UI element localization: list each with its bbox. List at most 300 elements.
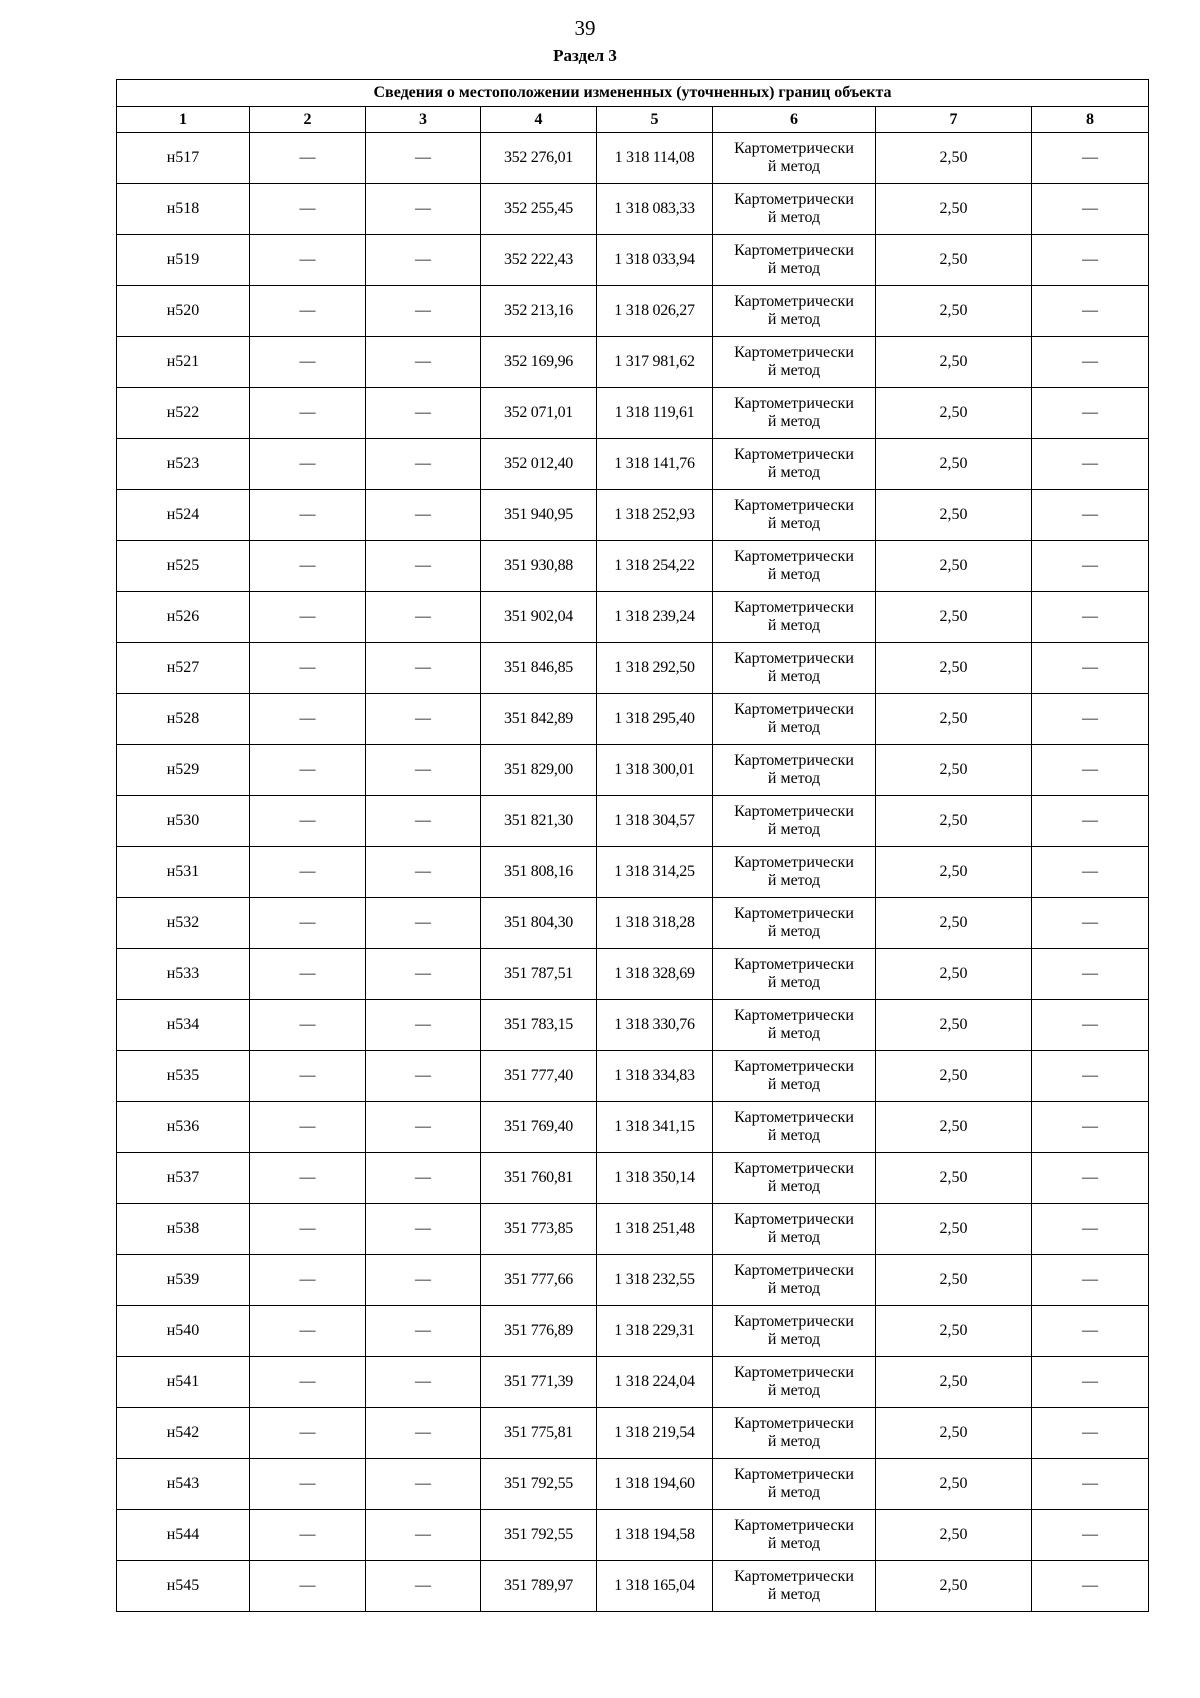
column-3-cell: — bbox=[366, 898, 481, 949]
column-8-cell: — bbox=[1032, 541, 1149, 592]
column-3-cell: — bbox=[366, 286, 481, 337]
column-2-cell: — bbox=[250, 1102, 366, 1153]
column-3-cell: — bbox=[366, 847, 481, 898]
method-line-2: й метод bbox=[767, 668, 821, 685]
column-3-cell: — bbox=[366, 337, 481, 388]
x-coordinate-cell: 351 792,55 bbox=[481, 1510, 597, 1561]
precision-cell: 2,50 bbox=[876, 1357, 1032, 1408]
method-line-1: Картометрически bbox=[734, 395, 854, 412]
y-coordinate-cell: 1 318 350,14 bbox=[597, 1153, 713, 1204]
x-coordinate-cell: 351 902,04 bbox=[481, 592, 597, 643]
column-3-cell: — bbox=[366, 643, 481, 694]
method-line-2: й метод bbox=[767, 158, 821, 175]
method-cell bbox=[713, 1204, 876, 1255]
table-row bbox=[117, 490, 1149, 541]
column-8-cell: — bbox=[1032, 133, 1149, 184]
column-2-cell: — bbox=[250, 439, 366, 490]
precision-cell: 2,50 bbox=[876, 286, 1032, 337]
column-2-cell: — bbox=[250, 541, 366, 592]
method-cell bbox=[713, 1153, 876, 1204]
column-3-cell: — bbox=[366, 1459, 481, 1510]
method-line-2: й метод bbox=[767, 1484, 821, 1501]
x-coordinate-cell: 351 808,16 bbox=[481, 847, 597, 898]
point-name-cell: н527 bbox=[117, 643, 250, 694]
column-3-cell: — bbox=[366, 949, 481, 1000]
method-cell bbox=[713, 184, 876, 235]
column-2-cell: — bbox=[250, 133, 366, 184]
point-name-cell: н535 bbox=[117, 1051, 250, 1102]
x-coordinate-cell: 351 773,85 bbox=[481, 1204, 597, 1255]
method-line-1: Картометрически bbox=[734, 446, 854, 463]
y-coordinate-cell: 1 318 141,76 bbox=[597, 439, 713, 490]
y-coordinate-cell: 1 318 033,94 bbox=[597, 235, 713, 286]
page-number: 39 bbox=[574, 16, 596, 40]
column-8-cell: — bbox=[1032, 694, 1149, 745]
precision-cell: 2,50 bbox=[876, 490, 1032, 541]
column-8-cell: — bbox=[1032, 286, 1149, 337]
table-row bbox=[117, 694, 1149, 745]
column-8-cell: — bbox=[1032, 643, 1149, 694]
table-row bbox=[117, 388, 1149, 439]
method-line-2: й метод bbox=[767, 821, 821, 838]
y-coordinate-cell: 1 318 026,27 bbox=[597, 286, 713, 337]
method-line-1: Картометрически bbox=[734, 1058, 854, 1075]
method-line-2: й метод bbox=[767, 1586, 821, 1603]
column-3-cell: — bbox=[366, 439, 481, 490]
column-3-cell: — bbox=[366, 1408, 481, 1459]
column-2-cell: — bbox=[250, 1255, 366, 1306]
column-3-cell: — bbox=[366, 388, 481, 439]
method-line-1: Картометрически bbox=[734, 1517, 854, 1534]
precision-cell: 2,50 bbox=[876, 847, 1032, 898]
method-cell bbox=[713, 1000, 876, 1051]
column-2-cell: — bbox=[250, 1000, 366, 1051]
method-line-2: й метод bbox=[767, 1178, 821, 1195]
y-coordinate-cell: 1 318 239,24 bbox=[597, 592, 713, 643]
x-coordinate-cell: 351 776,89 bbox=[481, 1306, 597, 1357]
x-coordinate-cell: 352 071,01 bbox=[481, 388, 597, 439]
column-3-cell: — bbox=[366, 1051, 481, 1102]
method-cell bbox=[713, 235, 876, 286]
method-cell bbox=[713, 337, 876, 388]
method-line-2: й метод bbox=[767, 362, 821, 379]
method-line-2: й метод bbox=[767, 770, 821, 787]
method-line-2: й метод bbox=[767, 1382, 821, 1399]
method-line-1: Картометрически bbox=[734, 854, 854, 871]
point-name-cell: н544 bbox=[117, 1510, 250, 1561]
column-8-cell: — bbox=[1032, 847, 1149, 898]
method-line-2: й метод bbox=[767, 260, 821, 277]
precision-cell: 2,50 bbox=[876, 1051, 1032, 1102]
x-coordinate-cell: 351 771,39 bbox=[481, 1357, 597, 1408]
point-name-cell: н543 bbox=[117, 1459, 250, 1510]
column-2-cell: — bbox=[250, 490, 366, 541]
table-row bbox=[117, 1510, 1149, 1561]
y-coordinate-cell: 1 318 330,76 bbox=[597, 1000, 713, 1051]
method-line-2: й метод bbox=[767, 1331, 821, 1348]
column-number-7: 7 bbox=[876, 107, 1032, 133]
precision-cell: 2,50 bbox=[876, 1153, 1032, 1204]
method-cell bbox=[713, 796, 876, 847]
x-coordinate-cell: 352 169,96 bbox=[481, 337, 597, 388]
column-3-cell: — bbox=[366, 1000, 481, 1051]
column-8-cell: — bbox=[1032, 1102, 1149, 1153]
x-coordinate-cell: 351 775,81 bbox=[481, 1408, 597, 1459]
column-8-cell: — bbox=[1032, 745, 1149, 796]
point-name-cell: н520 bbox=[117, 286, 250, 337]
method-line-2: й метод bbox=[767, 923, 821, 940]
column-3-cell: — bbox=[366, 694, 481, 745]
method-line-2: й метод bbox=[767, 872, 821, 889]
method-line-2: й метод bbox=[767, 1433, 821, 1450]
boundary-coordinates-table bbox=[116, 79, 1149, 1612]
x-coordinate-cell: 351 846,85 bbox=[481, 643, 597, 694]
table-row bbox=[117, 1459, 1149, 1510]
y-coordinate-cell: 1 318 219,54 bbox=[597, 1408, 713, 1459]
method-line-2: й метод bbox=[767, 464, 821, 481]
x-coordinate-cell: 351 792,55 bbox=[481, 1459, 597, 1510]
column-numbers-row bbox=[117, 107, 1149, 133]
y-coordinate-cell: 1 318 194,58 bbox=[597, 1510, 713, 1561]
column-3-cell: — bbox=[366, 1561, 481, 1612]
point-name-cell: н528 bbox=[117, 694, 250, 745]
x-coordinate-cell: 351 940,95 bbox=[481, 490, 597, 541]
point-name-cell: н542 bbox=[117, 1408, 250, 1459]
precision-cell: 2,50 bbox=[876, 1102, 1032, 1153]
method-line-2: й метод bbox=[767, 1280, 821, 1297]
method-line-1: Картометрически bbox=[734, 140, 854, 157]
column-3-cell: — bbox=[366, 490, 481, 541]
column-3-cell: — bbox=[366, 745, 481, 796]
column-2-cell: — bbox=[250, 337, 366, 388]
method-line-1: Картометрически bbox=[734, 599, 854, 616]
column-3-cell: — bbox=[366, 133, 481, 184]
column-3-cell: — bbox=[366, 184, 481, 235]
column-number-6: 6 bbox=[713, 107, 876, 133]
table-row bbox=[117, 643, 1149, 694]
precision-cell: 2,50 bbox=[876, 1204, 1032, 1255]
method-line-1: Картометрически bbox=[734, 701, 854, 718]
column-8-cell: — bbox=[1032, 1408, 1149, 1459]
method-line-1: Картометрически bbox=[734, 1466, 854, 1483]
method-line-1: Картометрически bbox=[734, 1364, 854, 1381]
method-line-1: Картометрически bbox=[734, 1160, 854, 1177]
column-8-cell: — bbox=[1032, 1459, 1149, 1510]
column-3-cell: — bbox=[366, 1255, 481, 1306]
method-line-2: й метод bbox=[767, 1076, 821, 1093]
y-coordinate-cell: 1 318 318,28 bbox=[597, 898, 713, 949]
precision-cell: 2,50 bbox=[876, 949, 1032, 1000]
column-8-cell: — bbox=[1032, 1051, 1149, 1102]
point-name-cell: н518 bbox=[117, 184, 250, 235]
method-line-2: й метод bbox=[767, 617, 821, 634]
table-caption-row bbox=[117, 80, 1149, 107]
column-2-cell: — bbox=[250, 1561, 366, 1612]
column-3-cell: — bbox=[366, 592, 481, 643]
x-coordinate-cell: 351 777,66 bbox=[481, 1255, 597, 1306]
y-coordinate-cell: 1 318 252,93 bbox=[597, 490, 713, 541]
method-line-2: й метод bbox=[767, 1229, 821, 1246]
column-number-8: 8 bbox=[1032, 107, 1149, 133]
table-row bbox=[117, 847, 1149, 898]
method-line-2: й метод bbox=[767, 566, 821, 583]
method-line-1: Картометрически bbox=[734, 803, 854, 820]
table-row bbox=[117, 133, 1149, 184]
x-coordinate-cell: 351 829,00 bbox=[481, 745, 597, 796]
column-number-4: 4 bbox=[481, 107, 597, 133]
method-cell bbox=[713, 1510, 876, 1561]
method-line-1: Картометрически bbox=[734, 344, 854, 361]
method-line-2: й метод bbox=[767, 413, 821, 430]
column-8-cell: — bbox=[1032, 1306, 1149, 1357]
column-8-cell: — bbox=[1032, 184, 1149, 235]
method-cell bbox=[713, 745, 876, 796]
method-line-2: й метод bbox=[767, 1025, 821, 1042]
method-line-1: Картометрически bbox=[734, 905, 854, 922]
table-body bbox=[117, 133, 1149, 1612]
method-line-1: Картометрически bbox=[734, 1568, 854, 1585]
column-3-cell: — bbox=[366, 1153, 481, 1204]
precision-cell: 2,50 bbox=[876, 1255, 1032, 1306]
method-cell bbox=[713, 286, 876, 337]
column-8-cell: — bbox=[1032, 439, 1149, 490]
column-2-cell: — bbox=[250, 184, 366, 235]
table-row bbox=[117, 1561, 1149, 1612]
table-row bbox=[117, 1102, 1149, 1153]
column-8-cell: — bbox=[1032, 490, 1149, 541]
method-line-1: Картометрически bbox=[734, 956, 854, 973]
table-row bbox=[117, 898, 1149, 949]
column-2-cell: — bbox=[250, 1459, 366, 1510]
column-number-1: 1 bbox=[117, 107, 250, 133]
column-2-cell: — bbox=[250, 1306, 366, 1357]
table-row bbox=[117, 337, 1149, 388]
column-3-cell: — bbox=[366, 1510, 481, 1561]
method-cell bbox=[713, 949, 876, 1000]
method-line-1: Картометрически bbox=[734, 1211, 854, 1228]
column-2-cell: — bbox=[250, 949, 366, 1000]
point-name-cell: н539 bbox=[117, 1255, 250, 1306]
point-name-cell: н526 bbox=[117, 592, 250, 643]
point-name-cell: н537 bbox=[117, 1153, 250, 1204]
y-coordinate-cell: 1 318 229,31 bbox=[597, 1306, 713, 1357]
column-8-cell: — bbox=[1032, 1510, 1149, 1561]
y-coordinate-cell: 1 317 981,62 bbox=[597, 337, 713, 388]
table-row bbox=[117, 184, 1149, 235]
column-2-cell: — bbox=[250, 1408, 366, 1459]
point-name-cell: н534 bbox=[117, 1000, 250, 1051]
y-coordinate-cell: 1 318 251,48 bbox=[597, 1204, 713, 1255]
column-2-cell: — bbox=[250, 898, 366, 949]
x-coordinate-cell: 351 789,97 bbox=[481, 1561, 597, 1612]
method-cell bbox=[713, 1408, 876, 1459]
precision-cell: 2,50 bbox=[876, 898, 1032, 949]
method-cell bbox=[713, 847, 876, 898]
table-row bbox=[117, 1306, 1149, 1357]
precision-cell: 2,50 bbox=[876, 694, 1032, 745]
column-2-cell: — bbox=[250, 1357, 366, 1408]
table-row bbox=[117, 1204, 1149, 1255]
method-cell bbox=[713, 1051, 876, 1102]
point-name-cell: н519 bbox=[117, 235, 250, 286]
y-coordinate-cell: 1 318 314,25 bbox=[597, 847, 713, 898]
method-line-1: Картометрически bbox=[734, 242, 854, 259]
column-2-cell: — bbox=[250, 1510, 366, 1561]
section-title: Раздел 3 bbox=[553, 46, 617, 65]
column-2-cell: — bbox=[250, 388, 366, 439]
method-cell bbox=[713, 439, 876, 490]
column-8-cell: — bbox=[1032, 1255, 1149, 1306]
point-name-cell: н532 bbox=[117, 898, 250, 949]
table-row bbox=[117, 1051, 1149, 1102]
method-line-2: й метод bbox=[767, 719, 821, 736]
precision-cell: 2,50 bbox=[876, 133, 1032, 184]
column-3-cell: — bbox=[366, 1357, 481, 1408]
precision-cell: 2,50 bbox=[876, 1561, 1032, 1612]
method-cell bbox=[713, 388, 876, 439]
column-8-cell: — bbox=[1032, 337, 1149, 388]
precision-cell: 2,50 bbox=[876, 592, 1032, 643]
point-name-cell: н529 bbox=[117, 745, 250, 796]
point-name-cell: н540 bbox=[117, 1306, 250, 1357]
y-coordinate-cell: 1 318 194,60 bbox=[597, 1459, 713, 1510]
method-cell bbox=[713, 133, 876, 184]
y-coordinate-cell: 1 318 165,04 bbox=[597, 1561, 713, 1612]
point-name-cell: н523 bbox=[117, 439, 250, 490]
x-coordinate-cell: 352 222,43 bbox=[481, 235, 597, 286]
x-coordinate-cell: 351 783,15 bbox=[481, 1000, 597, 1051]
method-line-2: й метод bbox=[767, 1127, 821, 1144]
precision-cell: 2,50 bbox=[876, 1408, 1032, 1459]
precision-cell: 2,50 bbox=[876, 1000, 1032, 1051]
table-row bbox=[117, 745, 1149, 796]
table-row bbox=[117, 286, 1149, 337]
y-coordinate-cell: 1 318 334,83 bbox=[597, 1051, 713, 1102]
x-coordinate-cell: 351 787,51 bbox=[481, 949, 597, 1000]
column-8-cell: — bbox=[1032, 1153, 1149, 1204]
table-row bbox=[117, 439, 1149, 490]
precision-cell: 2,50 bbox=[876, 439, 1032, 490]
table-row bbox=[117, 796, 1149, 847]
table-caption: Сведения о местоположении измененных (уточненных) границ объекта bbox=[117, 80, 1149, 107]
column-3-cell: — bbox=[366, 796, 481, 847]
precision-cell: 2,50 bbox=[876, 1510, 1032, 1561]
column-2-cell: — bbox=[250, 592, 366, 643]
table-row bbox=[117, 1000, 1149, 1051]
precision-cell: 2,50 bbox=[876, 1306, 1032, 1357]
precision-cell: 2,50 bbox=[876, 337, 1032, 388]
table-row bbox=[117, 1255, 1149, 1306]
method-line-1: Картометрически bbox=[734, 1109, 854, 1126]
method-line-2: й метод bbox=[767, 1535, 821, 1552]
point-name-cell: н545 bbox=[117, 1561, 250, 1612]
column-8-cell: — bbox=[1032, 949, 1149, 1000]
precision-cell: 2,50 bbox=[876, 541, 1032, 592]
column-number-5: 5 bbox=[597, 107, 713, 133]
method-line-1: Картометрически bbox=[734, 497, 854, 514]
method-line-2: й метод bbox=[767, 974, 821, 991]
table-row bbox=[117, 235, 1149, 286]
point-name-cell: н536 bbox=[117, 1102, 250, 1153]
x-coordinate-cell: 351 760,81 bbox=[481, 1153, 597, 1204]
table-row bbox=[117, 592, 1149, 643]
precision-cell: 2,50 bbox=[876, 643, 1032, 694]
x-coordinate-cell: 351 842,89 bbox=[481, 694, 597, 745]
method-cell bbox=[713, 643, 876, 694]
method-line-2: й метод bbox=[767, 209, 821, 226]
column-3-cell: — bbox=[366, 541, 481, 592]
column-3-cell: — bbox=[366, 1102, 481, 1153]
precision-cell: 2,50 bbox=[876, 1459, 1032, 1510]
method-line-1: Картометрически bbox=[734, 1007, 854, 1024]
column-number-3: 3 bbox=[366, 107, 481, 133]
table-row bbox=[117, 949, 1149, 1000]
column-2-cell: — bbox=[250, 1153, 366, 1204]
table-row bbox=[117, 1357, 1149, 1408]
method-cell bbox=[713, 1459, 876, 1510]
point-name-cell: н517 bbox=[117, 133, 250, 184]
y-coordinate-cell: 1 318 300,01 bbox=[597, 745, 713, 796]
column-2-cell: — bbox=[250, 745, 366, 796]
method-line-2: й метод bbox=[767, 515, 821, 532]
point-name-cell: н533 bbox=[117, 949, 250, 1000]
column-2-cell: — bbox=[250, 235, 366, 286]
method-line-1: Картометрически bbox=[734, 191, 854, 208]
precision-cell: 2,50 bbox=[876, 745, 1032, 796]
table-row bbox=[117, 1408, 1149, 1459]
x-coordinate-cell: 352 213,16 bbox=[481, 286, 597, 337]
x-coordinate-cell: 351 777,40 bbox=[481, 1051, 597, 1102]
point-name-cell: н524 bbox=[117, 490, 250, 541]
y-coordinate-cell: 1 318 232,55 bbox=[597, 1255, 713, 1306]
y-coordinate-cell: 1 318 341,15 bbox=[597, 1102, 713, 1153]
y-coordinate-cell: 1 318 254,22 bbox=[597, 541, 713, 592]
column-8-cell: — bbox=[1032, 388, 1149, 439]
column-8-cell: — bbox=[1032, 1357, 1149, 1408]
method-line-1: Картометрически bbox=[734, 1313, 854, 1330]
method-line-1: Картометрически bbox=[734, 293, 854, 310]
column-8-cell: — bbox=[1032, 898, 1149, 949]
method-cell bbox=[713, 592, 876, 643]
column-2-cell: — bbox=[250, 286, 366, 337]
column-number-2: 2 bbox=[250, 107, 366, 133]
x-coordinate-cell: 351 769,40 bbox=[481, 1102, 597, 1153]
column-2-cell: — bbox=[250, 847, 366, 898]
table-row bbox=[117, 541, 1149, 592]
x-coordinate-cell: 351 821,30 bbox=[481, 796, 597, 847]
column-8-cell: — bbox=[1032, 1561, 1149, 1612]
y-coordinate-cell: 1 318 295,40 bbox=[597, 694, 713, 745]
column-8-cell: — bbox=[1032, 796, 1149, 847]
precision-cell: 2,50 bbox=[876, 235, 1032, 286]
y-coordinate-cell: 1 318 328,69 bbox=[597, 949, 713, 1000]
column-2-cell: — bbox=[250, 1051, 366, 1102]
precision-cell: 2,50 bbox=[876, 388, 1032, 439]
method-cell bbox=[713, 1561, 876, 1612]
point-name-cell: н521 bbox=[117, 337, 250, 388]
point-name-cell: н538 bbox=[117, 1204, 250, 1255]
x-coordinate-cell: 352 255,45 bbox=[481, 184, 597, 235]
method-cell bbox=[713, 898, 876, 949]
method-cell bbox=[713, 1255, 876, 1306]
precision-cell: 2,50 bbox=[876, 184, 1032, 235]
method-line-1: Картометрически bbox=[734, 650, 854, 667]
method-line-1: Картометрически bbox=[734, 752, 854, 769]
column-8-cell: — bbox=[1032, 1000, 1149, 1051]
y-coordinate-cell: 1 318 083,33 bbox=[597, 184, 713, 235]
column-8-cell: — bbox=[1032, 1204, 1149, 1255]
method-cell bbox=[713, 490, 876, 541]
